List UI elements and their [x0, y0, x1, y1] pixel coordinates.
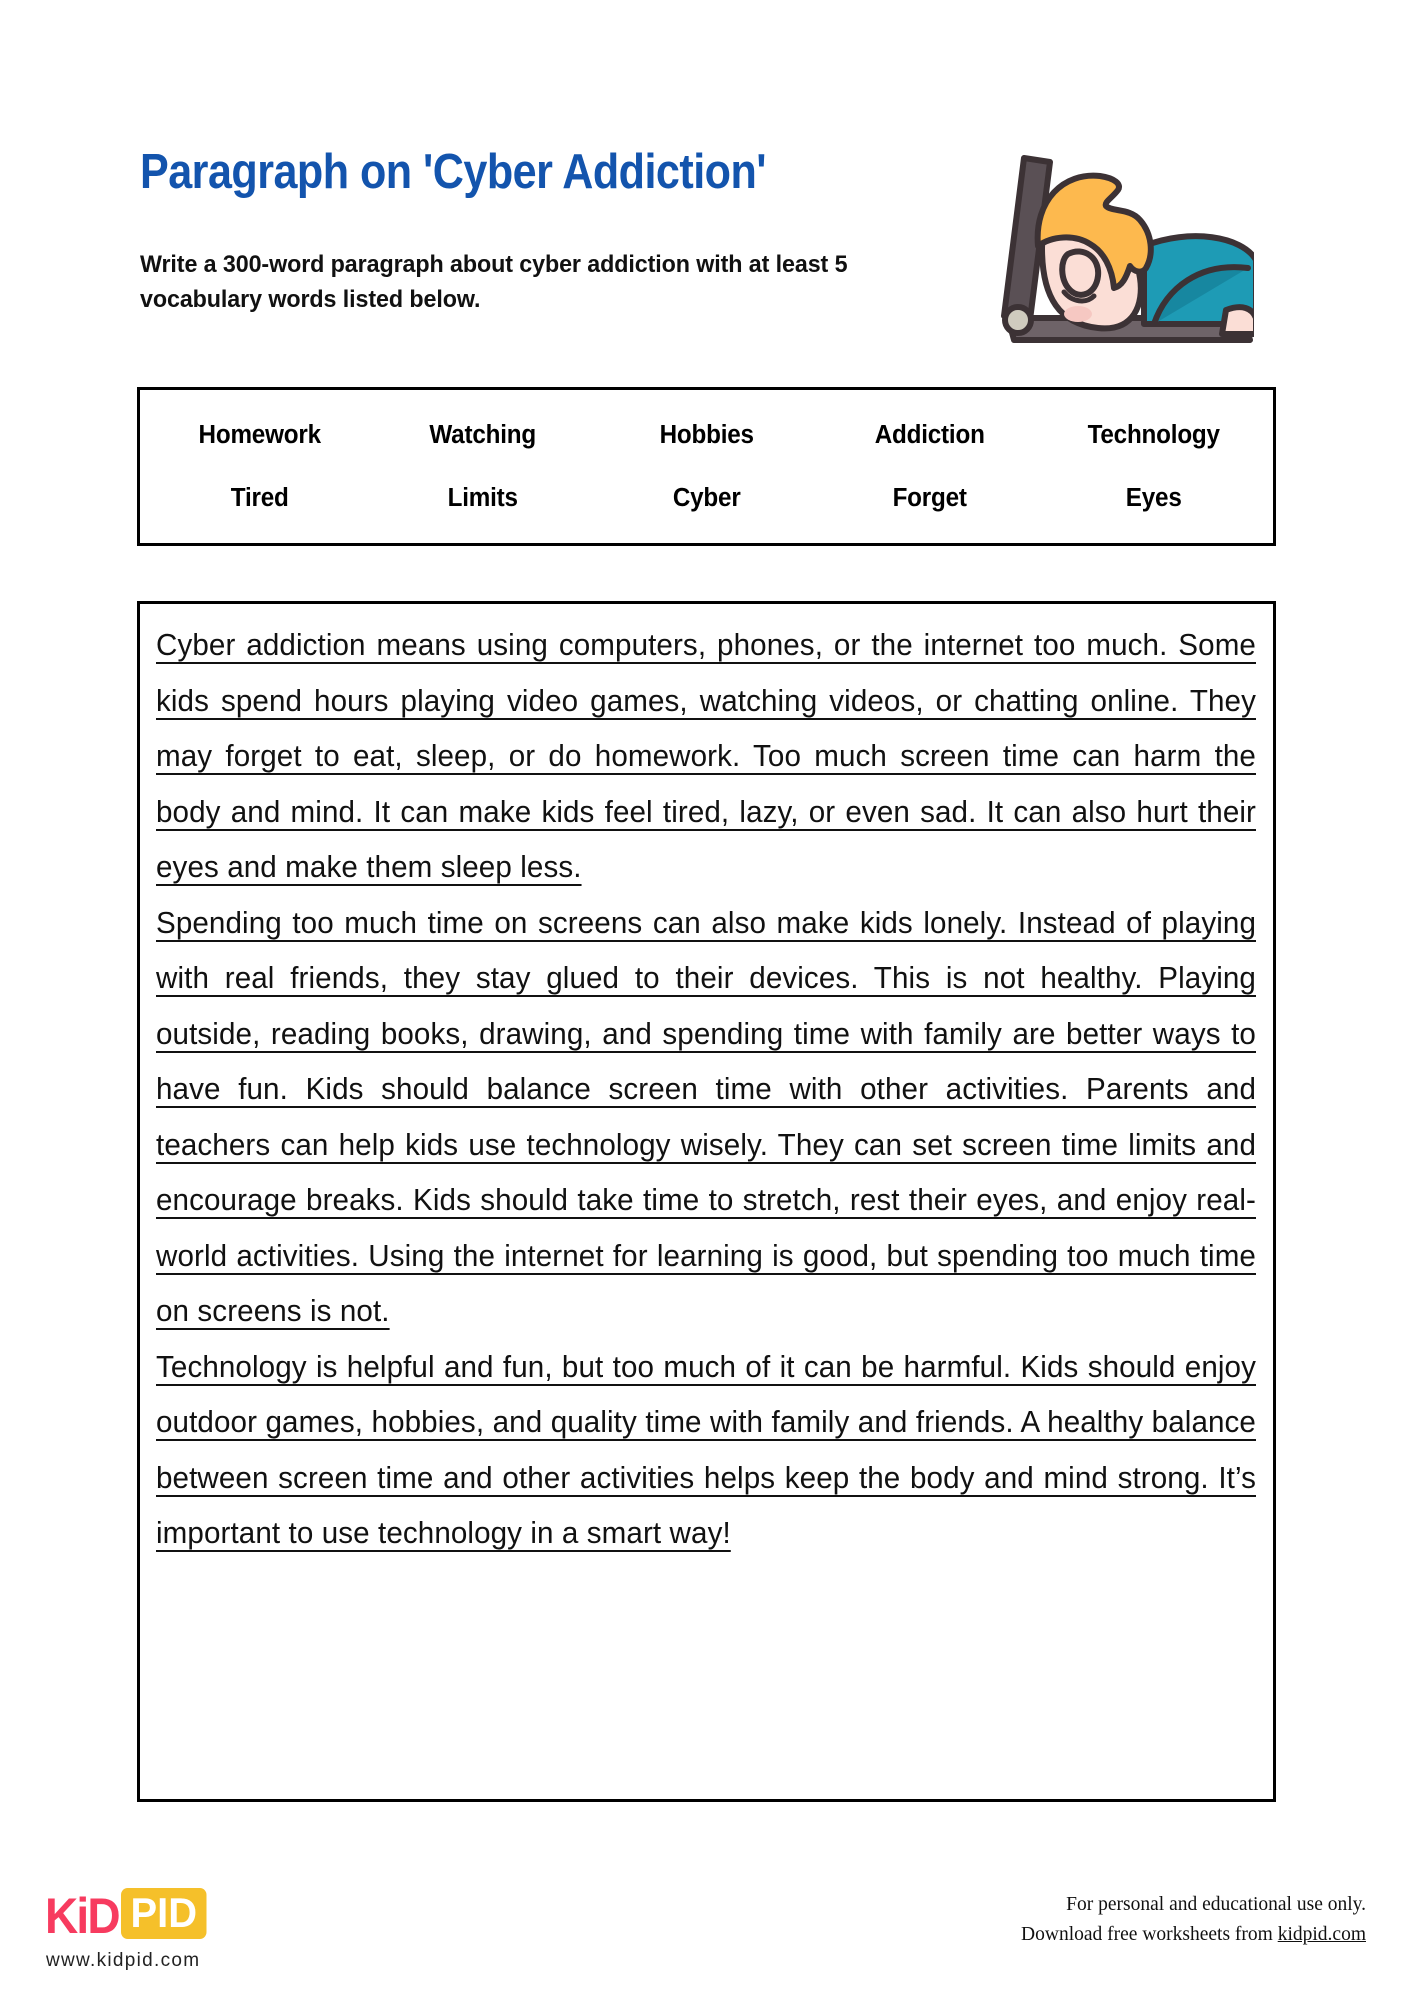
paragraph-body-2: Spending too much time on screens can also make kids lonely. Instead of playing with real friends, they stay glued to their devices. This is not healthy. Playing outside, reading books, drawing, and spending time with family are better ways to have fun. Kids should balance screen time with other activities. Parents and teachers can help kids use technology wisely. They can set screen time limits and encourage breaks. Kids should take time to stretch, rest their eyes, and enjoy real-world activities. Using the internet for learning is good, but spending too much time on screens is not. — [156, 905, 1256, 1328]
vocab-word: Watching — [429, 420, 537, 449]
vocab-word: Hobbies — [659, 420, 754, 449]
vocab-word: Cyber — [672, 483, 741, 512]
footer-notice — [1021, 1890, 1366, 1950]
word-bank-row — [148, 467, 1265, 530]
paragraph-body-3: Technology is helpful and fun, but too much of it can be harmful. Kids should enjoy outdoor games, hobbies, and quality time with family and friends. A healthy balance between screen time and other activities helps keep the body and mind strong. It’s important to use technology in a smart way! — [156, 1349, 1256, 1550]
footer-notice-prefix: Download free worksheets from — [1021, 1924, 1278, 1946]
kidpid-logo[interactable] — [45, 1888, 211, 1944]
footer-notice-line-1: For personal and educational use only. — [1066, 1894, 1366, 1915]
vocab-word: Technology — [1087, 420, 1220, 449]
vocab-word: Eyes — [1125, 483, 1182, 512]
kidpid-link[interactable]: kidpid.com — [1277, 1924, 1366, 1946]
word-bank-row — [148, 404, 1265, 467]
page-title: Paragraph on 'Cyber Addiction' — [140, 145, 766, 199]
worksheet-header — [0, 0, 1414, 313]
tired-boy-sleeping-on-laptop-illustration — [994, 128, 1254, 358]
footer-notice-line-2 — [1021, 1920, 1366, 1950]
logo-kid-text: KiD — [45, 1888, 119, 1944]
paragraph-body-1: Cyber addiction means using computers, phones, or the internet too much. Some kids spend hours playing video games, watching videos, or chatting online. They may forget to eat, sleep, or do homework. Too much screen time can harm the body and mind. It can make kids feel tired, lazy, or even sad. It can also hurt their eyes and make them sleep less. — [156, 628, 1256, 884]
vocab-word: Limits — [448, 483, 519, 512]
worksheet-footer — [0, 1850, 1414, 2000]
logo-website-url: www.kidpid.com — [46, 1950, 201, 1971]
logo-pid-text: PID — [121, 1888, 207, 1939]
vocab-word: Tired — [230, 483, 289, 512]
vocabulary-word-bank — [137, 387, 1276, 546]
vocab-word: Addiction — [874, 420, 985, 449]
vocab-word: Forget — [892, 483, 968, 512]
vocab-word: Homework — [198, 420, 321, 449]
paragraph-answer-box[interactable] — [137, 601, 1276, 1802]
instructions-text: Write a 300-word paragraph about cyber addiction with at least 5 vocabulary words listed below. — [140, 251, 848, 313]
